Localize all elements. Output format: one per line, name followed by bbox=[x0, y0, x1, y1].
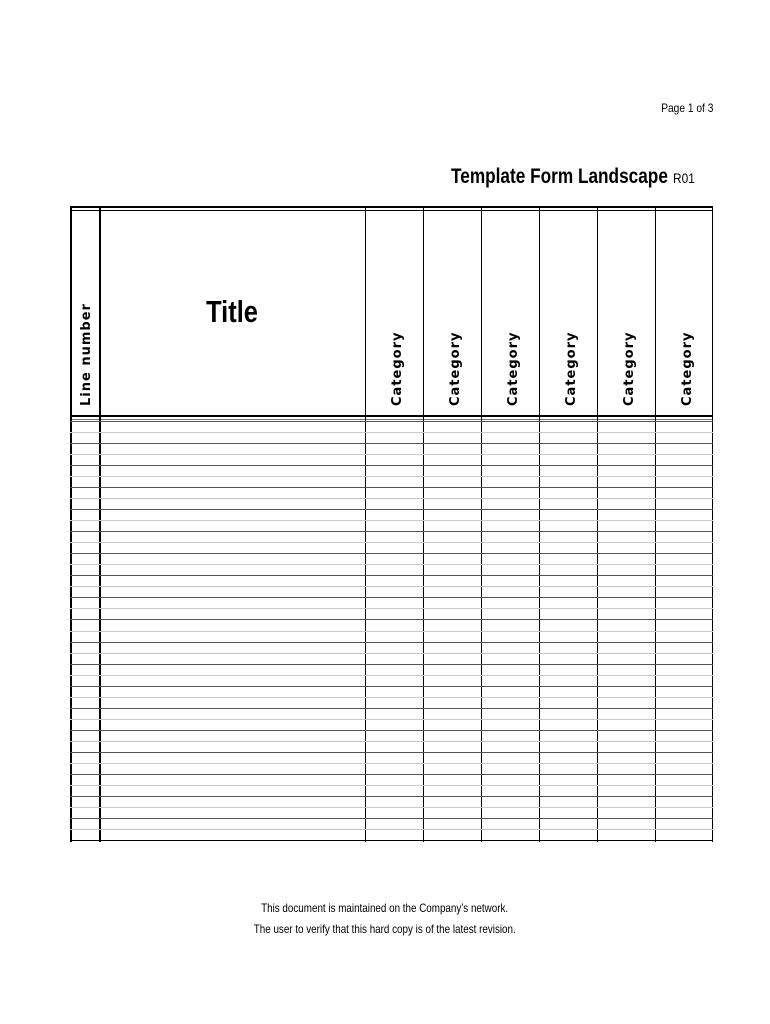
footer-revision-note: The user to verify that this hard copy is of the latest revision. bbox=[254, 922, 516, 936]
table-row bbox=[70, 642, 713, 643]
column-divider bbox=[423, 206, 424, 842]
row-guide-line bbox=[70, 719, 713, 720]
column-divider bbox=[365, 206, 366, 842]
row-guide-line bbox=[70, 785, 713, 786]
table-row bbox=[70, 664, 713, 665]
table-row bbox=[70, 774, 713, 775]
row-guide-line bbox=[70, 586, 713, 587]
table-row bbox=[70, 619, 713, 620]
row-guide-line bbox=[70, 608, 713, 609]
table-row bbox=[70, 553, 713, 554]
row-guide-line bbox=[70, 520, 713, 521]
row-guide-line bbox=[70, 675, 713, 676]
category-header: Category bbox=[564, 331, 579, 406]
table-row bbox=[70, 597, 713, 598]
form-table bbox=[70, 206, 713, 842]
line-number-header: Line number bbox=[79, 303, 94, 406]
table-row bbox=[70, 686, 713, 687]
table-row bbox=[70, 487, 713, 488]
table-row bbox=[70, 752, 713, 753]
table-row bbox=[70, 575, 713, 576]
column-divider bbox=[539, 206, 540, 842]
form-title: Template Form Landscape bbox=[451, 165, 668, 188]
column-divider bbox=[655, 206, 656, 842]
row-guide-line bbox=[70, 807, 713, 808]
row-guide-line bbox=[70, 476, 713, 477]
column-divider bbox=[481, 206, 482, 842]
footer-maintenance-note: This document is maintained on the Company’s network. bbox=[261, 901, 509, 915]
row-guide-line bbox=[70, 542, 713, 543]
table-row bbox=[70, 730, 713, 731]
row-guide-line bbox=[70, 697, 713, 698]
row-guide-line bbox=[70, 741, 713, 742]
table-top-border-inner bbox=[70, 210, 713, 211]
table-row bbox=[70, 818, 713, 819]
table-bottom-border bbox=[70, 840, 713, 841]
column-divider bbox=[597, 206, 598, 842]
revision-code: R01 bbox=[673, 170, 695, 186]
category-header: Category bbox=[680, 331, 695, 406]
category-header: Category bbox=[390, 331, 405, 406]
table-row bbox=[70, 421, 713, 422]
table-top-border bbox=[70, 206, 713, 208]
column-divider bbox=[712, 206, 713, 842]
column-divider bbox=[99, 206, 101, 842]
row-guide-line bbox=[70, 631, 713, 632]
table-row bbox=[70, 708, 713, 709]
table-row bbox=[70, 465, 713, 466]
row-guide-line bbox=[70, 829, 713, 830]
table-row bbox=[70, 509, 713, 510]
row-guide-line bbox=[70, 564, 713, 565]
category-header: Category bbox=[448, 331, 463, 406]
page-number: Page 1 of 3 bbox=[660, 101, 713, 115]
row-guide-line bbox=[70, 498, 713, 499]
column-divider bbox=[70, 206, 72, 842]
row-guide-line bbox=[70, 454, 713, 455]
category-header: Category bbox=[622, 331, 637, 406]
row-guide-line bbox=[70, 763, 713, 764]
category-header: Category bbox=[506, 331, 521, 406]
header-bottom-border-inner bbox=[70, 419, 713, 420]
title-header: Title bbox=[206, 294, 258, 329]
table-row bbox=[70, 796, 713, 797]
row-guide-line bbox=[70, 432, 713, 433]
table-row bbox=[70, 531, 713, 532]
table-row bbox=[70, 443, 713, 444]
row-guide-line bbox=[70, 653, 713, 654]
header-bottom-border bbox=[70, 415, 713, 417]
